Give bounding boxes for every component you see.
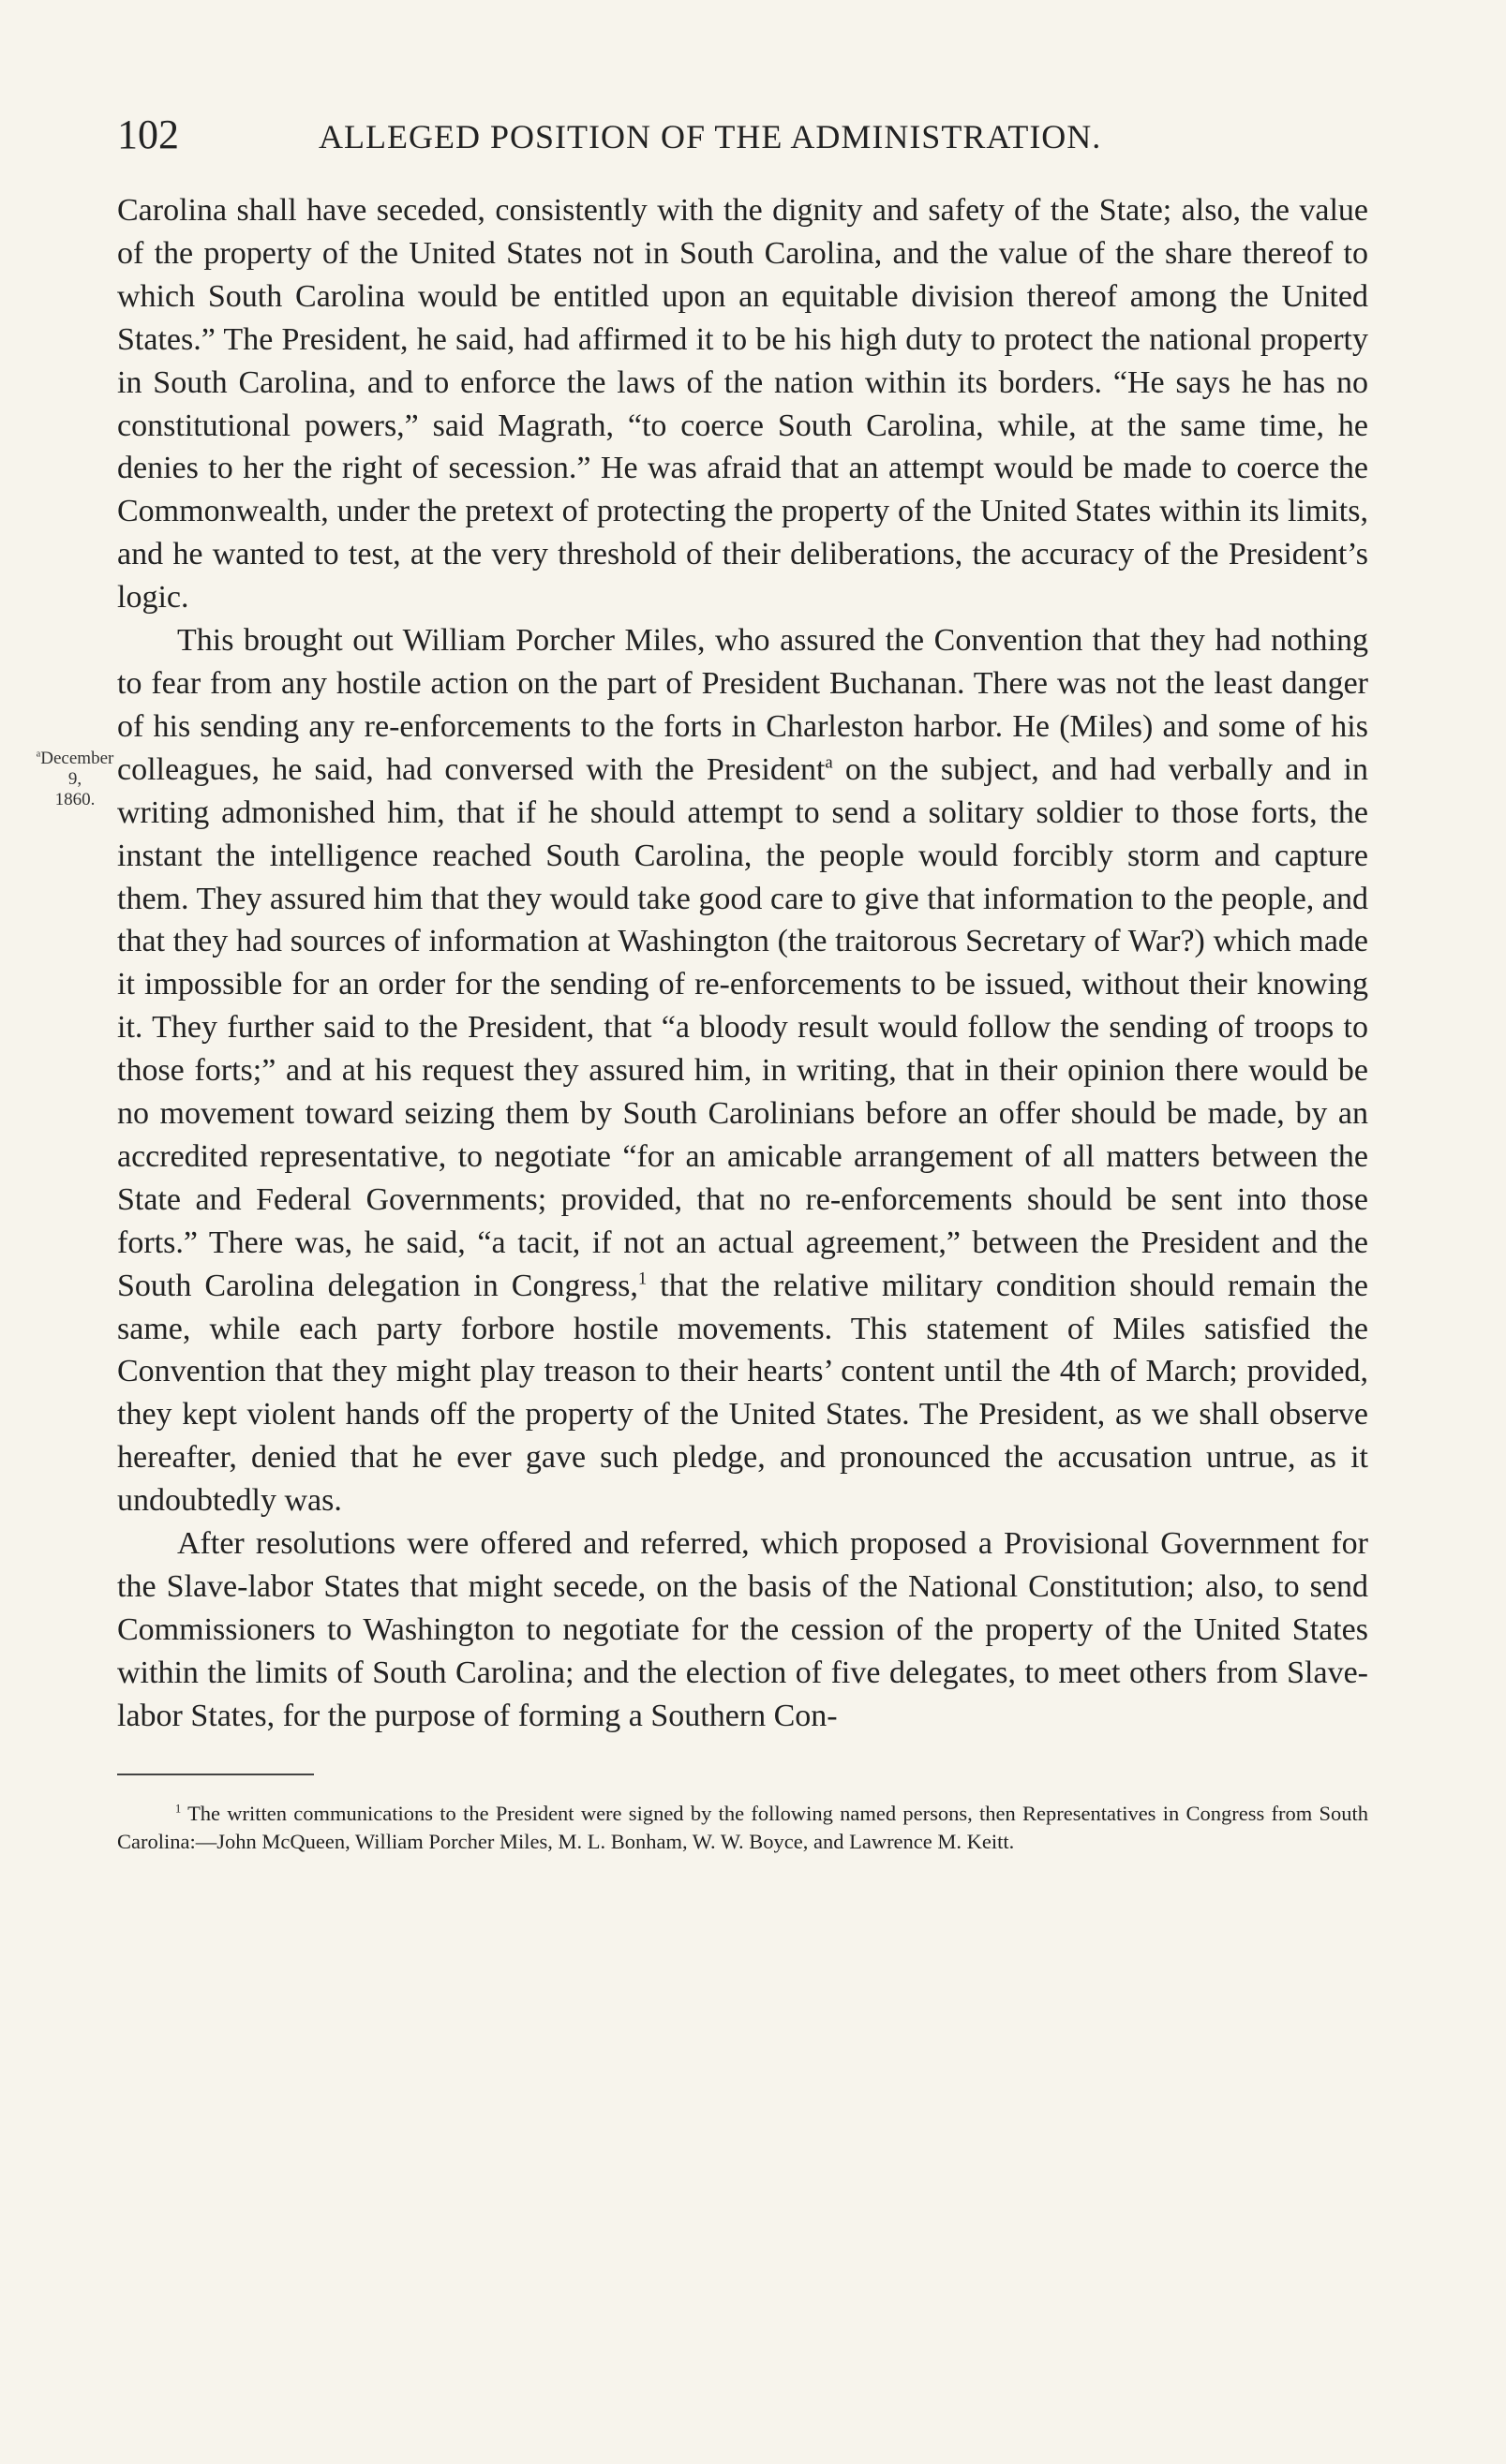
footnote-divider	[117, 1774, 314, 1775]
sidenote-reference: a	[825, 752, 833, 773]
running-head: ALLEGED POSITION OF THE ADMINISTRATION.	[319, 118, 1102, 156]
margin-date-note	[28, 749, 122, 810]
paragraph-2-wrapper	[36, 619, 1369, 1522]
footnote-reference: 1	[637, 1269, 648, 1289]
paragraph-3: After resolutions were offered and referred, which proposed a Provisional Government for the Slave-labor States that might secede, on the basis of the National Constitution; also, to send Commissioners to Washington to negotiate for the cession of the property of the United States within the limits of South Carolina; and the election of five delegates, to meet others from Slave-labor States, for the purpose of forming a Southern Con-	[117, 1526, 1368, 1733]
footnote-text: The written communications to the President were signed by the following named persons, then Representatives in Congress from South Carolina:—John McQueen, William Porcher Miles, M. L. Bonham, W. W. Boyce, and Lawrence M. Keitt.	[117, 1801, 1369, 1853]
paragraph-2-part-2: on the subject, and had verbally and in writing admonished him, that if he should attempt to send a solitary soldier to those forts, the instant the intelligence reached South Carolina, the people would forcibly storm and capture them. They assured him that they would take good care to give that information to the people, and that they had sources of information at Washington (the traitorous Secretary of War?) which made it impossible for an order for the sending of re-enforcements to be issued, without their knowing it. They further said to the President, that “a bloody result would follow the sending of troops to those forts;” and at his request they assured him, in writing, that in their opinion there would be no movement toward seizing them by South Carolinians before an offer should be made, by an accredited representative, to negotiate “for an amicable arrangement of all matters between the State and Federal Governments; provided, that no re-enforcements should be sent into those forts.” There was, he said, “a tacit, if not an actual agreement,” between the President and the South Carolina delegation in Congress,	[117, 751, 1368, 1303]
margin-note-year: 1860.	[54, 790, 96, 810]
footnote-number: 1	[175, 1802, 182, 1816]
book-page	[36, 111, 1369, 1856]
page-header	[117, 111, 1368, 176]
paragraph-2-part-3: that the relative military condition should remain the same, while each party forbore hostile movements. This statement of Miles satisfied the Convention that they might play treason to their hearts’ content until the 4th of March; provided, they kept violent hands off the property of the United States. The President, as we shall observe hereafter, denied that he ever gave such pledge, and pronounced the accusation untrue, as it undoubtedly was.	[117, 1268, 1369, 1519]
margin-note-marker: a	[36, 749, 41, 760]
paragraph-1: Carolina shall have seceded, consistently with the dignity and safety of the State; also, the value of the property of the United States not in South Carolina, and the value of the share thereof to which South Carolina would be entitled upon an equitable division thereof among the United States.” The President, he said, had affirmed it to be his high duty to protect the national property in South Carolina, and to enforce the laws of the nation within its borders. “He says he has no constitutional powers,” said Magrath, “to coerce South Carolina, while, at the same time, he denies to her the right of secession.” He was afraid that an attempt would be made to coerce the Commonwealth, under the pretext of protecting the property of the United States within its limits, and he wanted to test, at the very threshold of their deliberations, the accuracy of the President’s logic.	[117, 193, 1368, 616]
paragraph-2	[117, 619, 1368, 1522]
page-number: 102	[117, 111, 179, 157]
footnote	[117, 1800, 1368, 1856]
paragraph-2-part-1: This brought out William Porcher Miles, who assured the Convention that they had nothing to fear from any hostile action on the part of President Buchanan. There was not the least danger of his sending any re-enforcements to the forts in Charleston harbor. He (Miles) and some of his colleagues, he said, had conversed with the President	[117, 623, 1368, 787]
margin-note-date: December 9,	[40, 749, 114, 790]
